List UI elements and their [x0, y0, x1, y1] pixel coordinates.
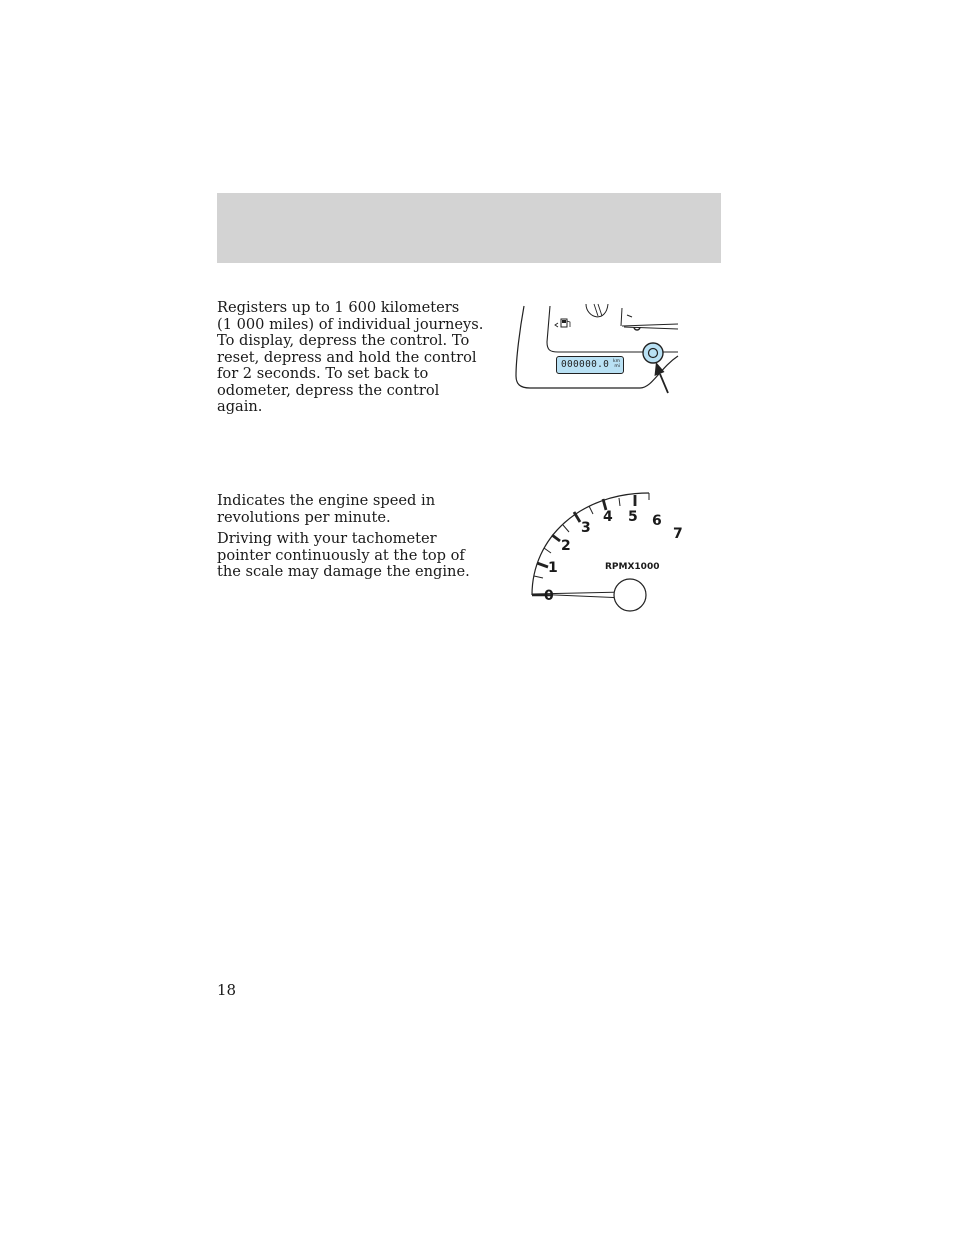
tach-label-1: 1	[548, 560, 558, 576]
odometer-digits: 000000.0	[561, 359, 610, 370]
odometer-display	[556, 356, 624, 374]
tach-label-7: 7	[673, 526, 683, 542]
tach-label-2: 2	[561, 538, 571, 554]
unit-km: km	[613, 359, 620, 364]
trip-odometer-figure	[510, 298, 680, 398]
tach-label-4: 4	[603, 509, 613, 525]
tach-label-6: 6	[652, 513, 662, 529]
tachometer-warning: Driving with your tachometer pointer continuously at the top of the scale may damage the engine.	[217, 530, 470, 580]
trip-reset-control-icon	[643, 343, 663, 363]
instrument-cluster-drawing	[510, 298, 680, 398]
fuel-pump-icon	[555, 319, 570, 327]
trip-odometer-description: Registers up to 1 600 kilometers (1 000 miles) of individual journeys. To display, depress the control. To reset, depress and hold the control for 2 seconds. To set back to odometer, depress the control again.	[217, 299, 484, 415]
tach-units-label: RPMX1000	[605, 562, 660, 572]
header-band	[217, 193, 721, 263]
tach-label-3: 3	[581, 520, 591, 536]
gauge-pod-arc	[586, 304, 608, 317]
unit-mi: mi	[614, 364, 620, 369]
tach-label-0: 0	[544, 588, 554, 604]
tach-needle-hub	[614, 579, 646, 611]
page-number: 18	[217, 981, 237, 999]
tachometer-description: Indicates the engine speed in revolutions per minute.	[217, 492, 436, 526]
odometer-unit-label	[613, 359, 620, 369]
tachometer-figure	[525, 488, 690, 613]
tach-label-5: 5	[628, 509, 638, 525]
